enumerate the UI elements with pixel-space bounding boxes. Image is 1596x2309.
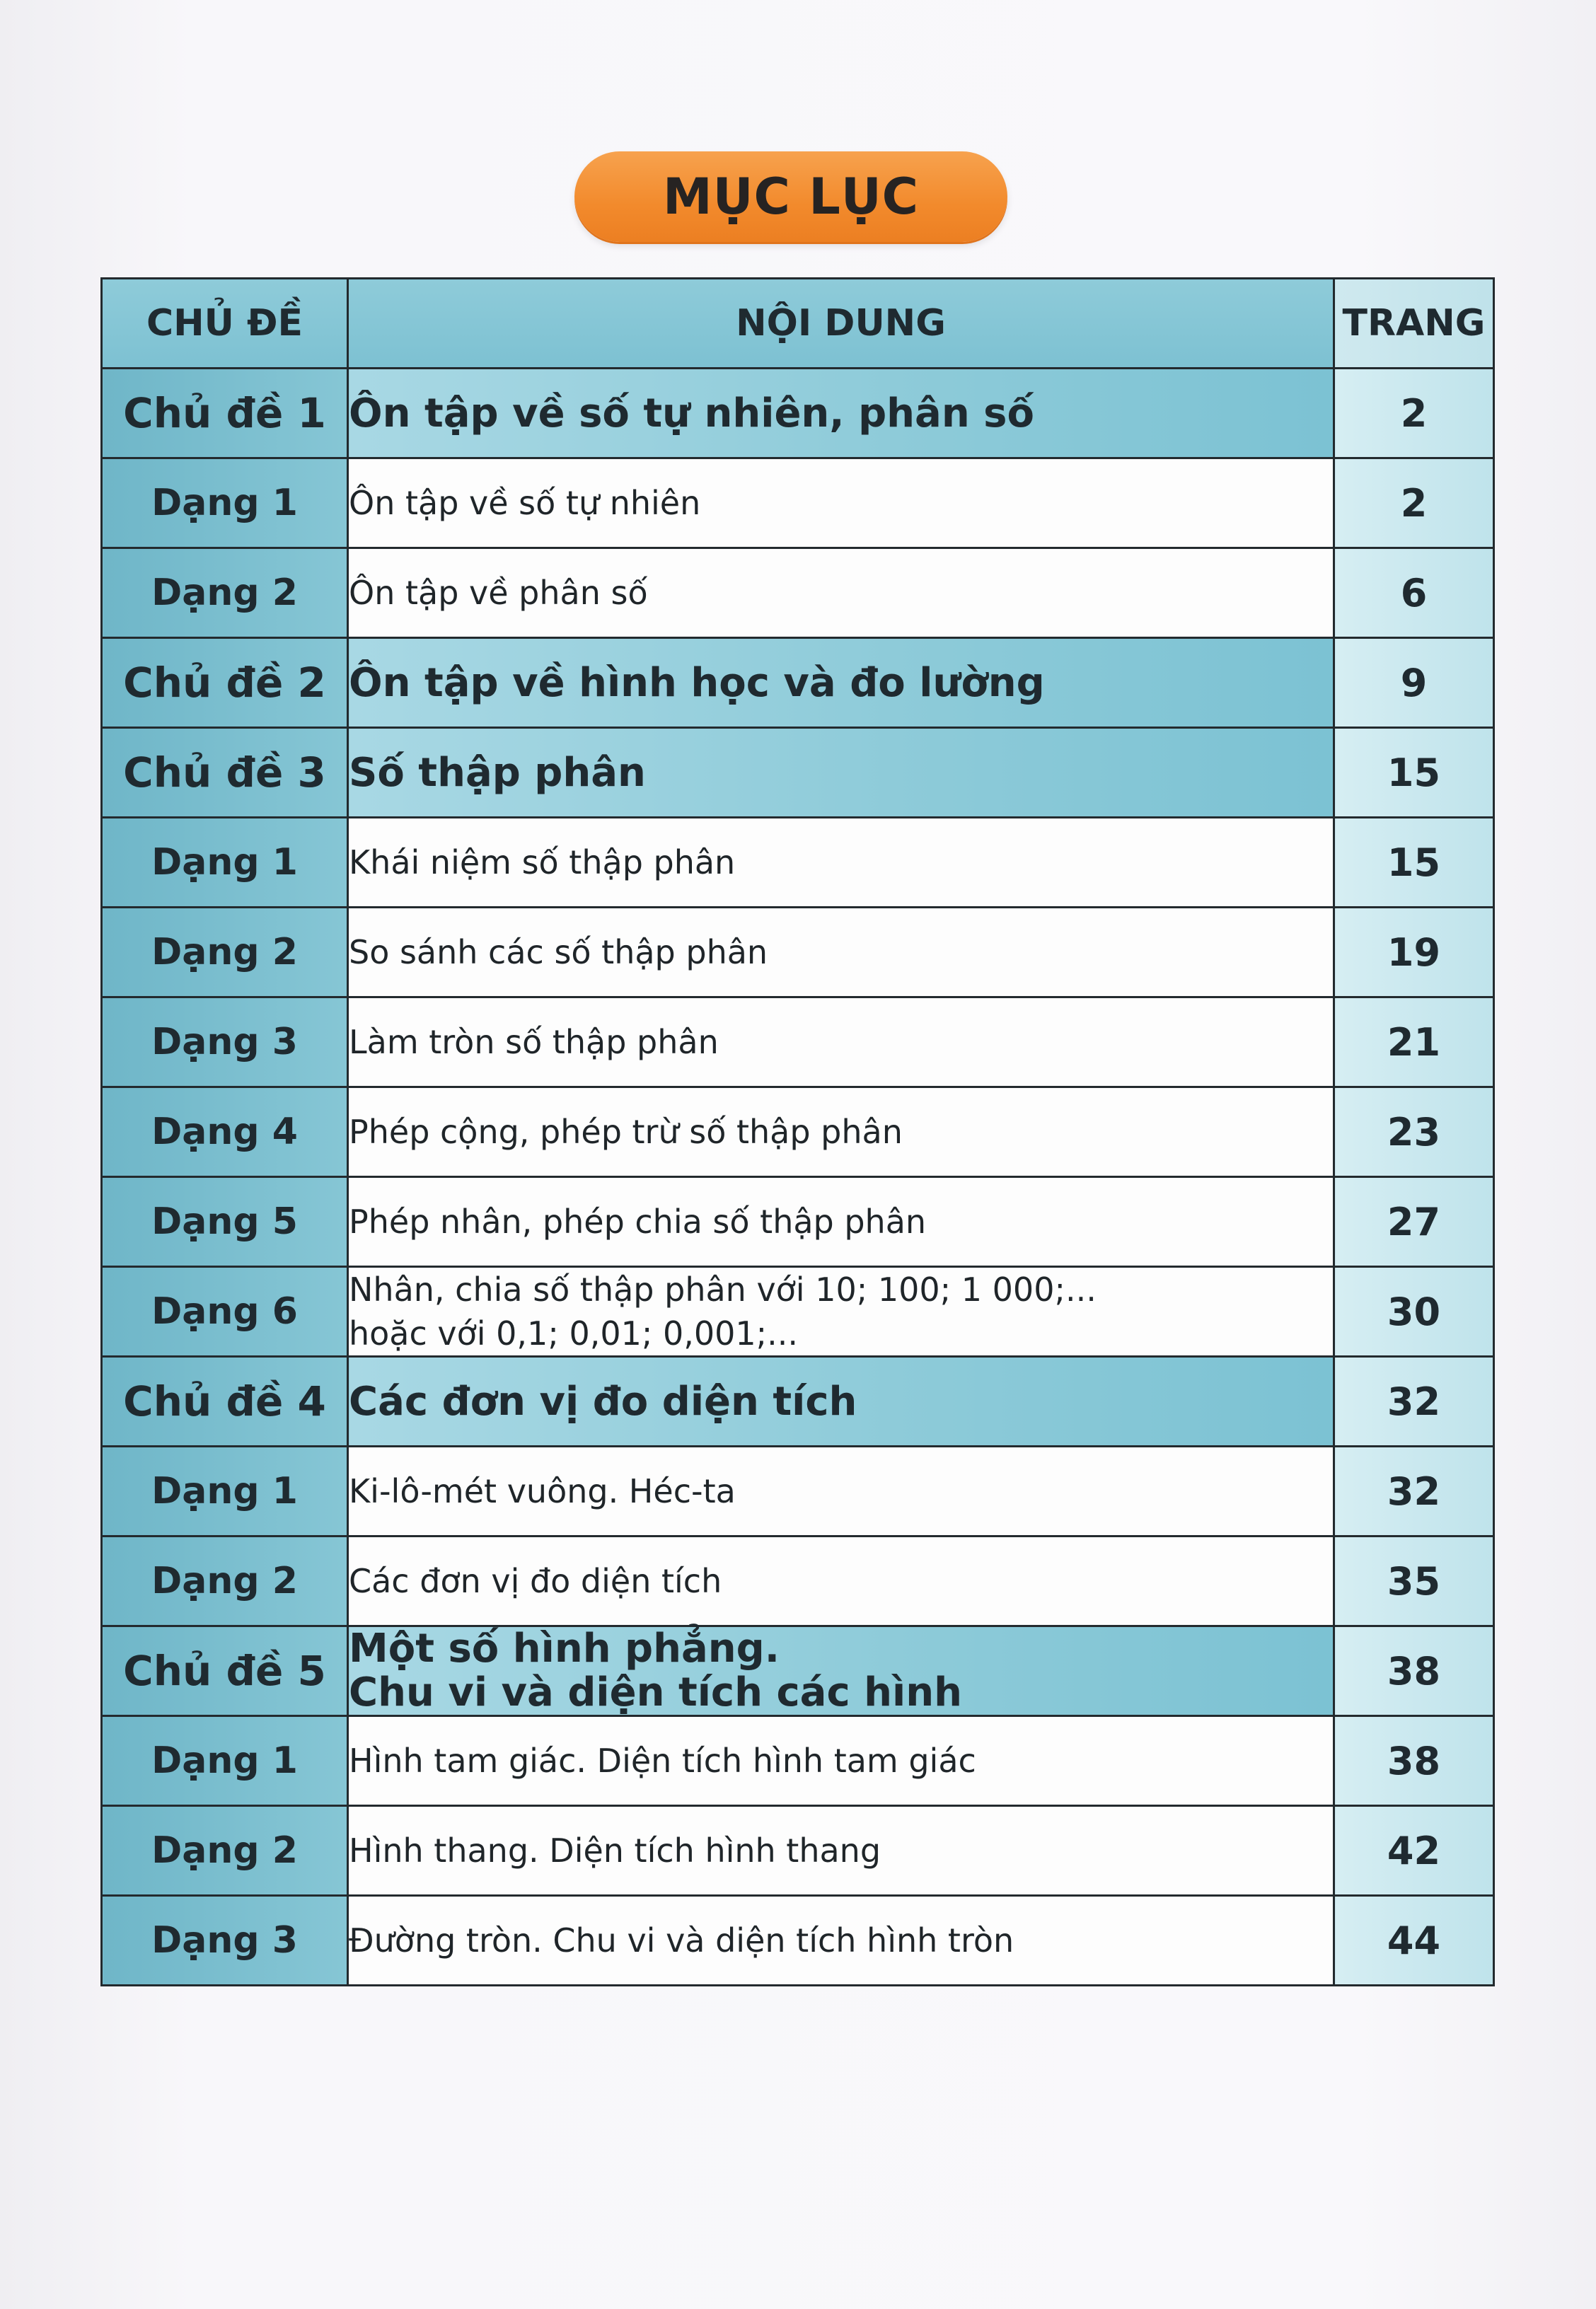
form-row[interactable]: [102, 458, 1494, 548]
form-row[interactable]: [102, 997, 1494, 1087]
topic-row[interactable]: [102, 1357, 1494, 1447]
topic-row[interactable]: [102, 638, 1494, 728]
row-content: [348, 1267, 1334, 1357]
row-page-number: 19: [1334, 908, 1494, 997]
form-row[interactable]: [102, 908, 1494, 997]
row-label: Chủ đề 5: [102, 1626, 348, 1716]
topic-row[interactable]: [102, 728, 1494, 818]
row-label: Dạng 1: [102, 1716, 348, 1806]
header-page: TRANG: [1334, 279, 1494, 369]
row-content: Hình tam giác. Diện tích hình tam giác: [348, 1716, 1334, 1806]
row-label: Dạng 4: [102, 1087, 348, 1177]
row-label: Dạng 1: [102, 458, 348, 548]
form-row[interactable]: [102, 1716, 1494, 1806]
row-page-number: 32: [1334, 1447, 1494, 1537]
row-content: Hình thang. Diện tích hình thang: [348, 1806, 1334, 1896]
page-title: MỤC LỤC: [662, 168, 920, 226]
row-content-line-1: Một số hình phẳng.: [349, 1626, 780, 1672]
row-label: Chủ đề 1: [102, 369, 348, 458]
topic-row[interactable]: [102, 1626, 1494, 1716]
row-page-number: 23: [1334, 1087, 1494, 1177]
row-page-number: 42: [1334, 1806, 1494, 1896]
row-page-number: 30: [1334, 1267, 1494, 1357]
form-row[interactable]: [102, 1087, 1494, 1177]
row-content-line-2: hoặc với 0,1; 0,01; 0,001;...: [349, 1314, 799, 1353]
row-content-line-2: Chu vi và diện tích các hình: [349, 1669, 962, 1715]
row-content: Ôn tập về hình học và đo lường: [348, 638, 1334, 728]
form-row[interactable]: [102, 1267, 1494, 1357]
row-label: Dạng 2: [102, 548, 348, 638]
topic-row[interactable]: [102, 369, 1494, 458]
row-label: Dạng 2: [102, 1806, 348, 1896]
row-page-number: 15: [1334, 818, 1494, 908]
form-row[interactable]: [102, 1806, 1494, 1896]
table-header-row: [102, 279, 1494, 369]
row-content: Các đơn vị đo diện tích: [348, 1537, 1334, 1626]
row-page-number: 35: [1334, 1537, 1494, 1626]
row-content: Các đơn vị đo diện tích: [348, 1357, 1334, 1447]
row-page-number: 27: [1334, 1177, 1494, 1267]
row-page-number: 44: [1334, 1896, 1494, 1986]
row-page-number: 2: [1334, 369, 1494, 458]
header-topic: CHỦ ĐỀ: [102, 279, 348, 369]
row-content: Khái niệm số thập phân: [348, 818, 1334, 908]
form-row[interactable]: [102, 1537, 1494, 1626]
row-label: Dạng 5: [102, 1177, 348, 1267]
row-label: Dạng 2: [102, 1537, 348, 1626]
row-content: So sánh các số thập phân: [348, 908, 1334, 997]
row-label: Chủ đề 4: [102, 1357, 348, 1447]
row-page-number: 38: [1334, 1716, 1494, 1806]
row-content: Làm tròn số thập phân: [348, 997, 1334, 1087]
row-label: Dạng 1: [102, 1447, 348, 1537]
row-content: Đường tròn. Chu vi và diện tích hình tròn: [348, 1896, 1334, 1986]
row-content: Ki-lô-mét vuông. Héc-ta: [348, 1447, 1334, 1537]
row-content: Phép nhân, phép chia số thập phân: [348, 1177, 1334, 1267]
row-page-number: 15: [1334, 728, 1494, 818]
row-content: Phép cộng, phép trừ số thập phân: [348, 1087, 1334, 1177]
title-banner: [574, 151, 1007, 242]
row-content: Ôn tập về số tự nhiên, phân số: [348, 369, 1334, 458]
row-content: Ôn tập về số tự nhiên: [348, 458, 1334, 548]
row-content: Số thập phân: [348, 728, 1334, 818]
row-label: Dạng 3: [102, 997, 348, 1087]
row-page-number: 21: [1334, 997, 1494, 1087]
row-label: Dạng 3: [102, 1896, 348, 1986]
form-row[interactable]: [102, 1447, 1494, 1537]
row-label: Chủ đề 3: [102, 728, 348, 818]
row-content: Ôn tập về phân số: [348, 548, 1334, 638]
row-label: Chủ đề 2: [102, 638, 348, 728]
row-page-number: 2: [1334, 458, 1494, 548]
row-label: Dạng 1: [102, 818, 348, 908]
form-row[interactable]: [102, 818, 1494, 908]
row-content-line-1: Nhân, chia số thập phân với 10; 100; 1 000;...: [349, 1271, 1097, 1309]
row-label: Dạng 2: [102, 908, 348, 997]
form-row[interactable]: [102, 548, 1494, 638]
row-page-number: 38: [1334, 1626, 1494, 1716]
row-label: Dạng 6: [102, 1267, 348, 1357]
row-page-number: 6: [1334, 548, 1494, 638]
form-row[interactable]: [102, 1177, 1494, 1267]
row-page-number: 9: [1334, 638, 1494, 728]
form-row[interactable]: [102, 1896, 1494, 1986]
row-content: [348, 1626, 1334, 1716]
header-content: NỘI DUNG: [348, 279, 1334, 369]
table-of-contents: [100, 277, 1495, 1986]
row-page-number: 32: [1334, 1357, 1494, 1447]
